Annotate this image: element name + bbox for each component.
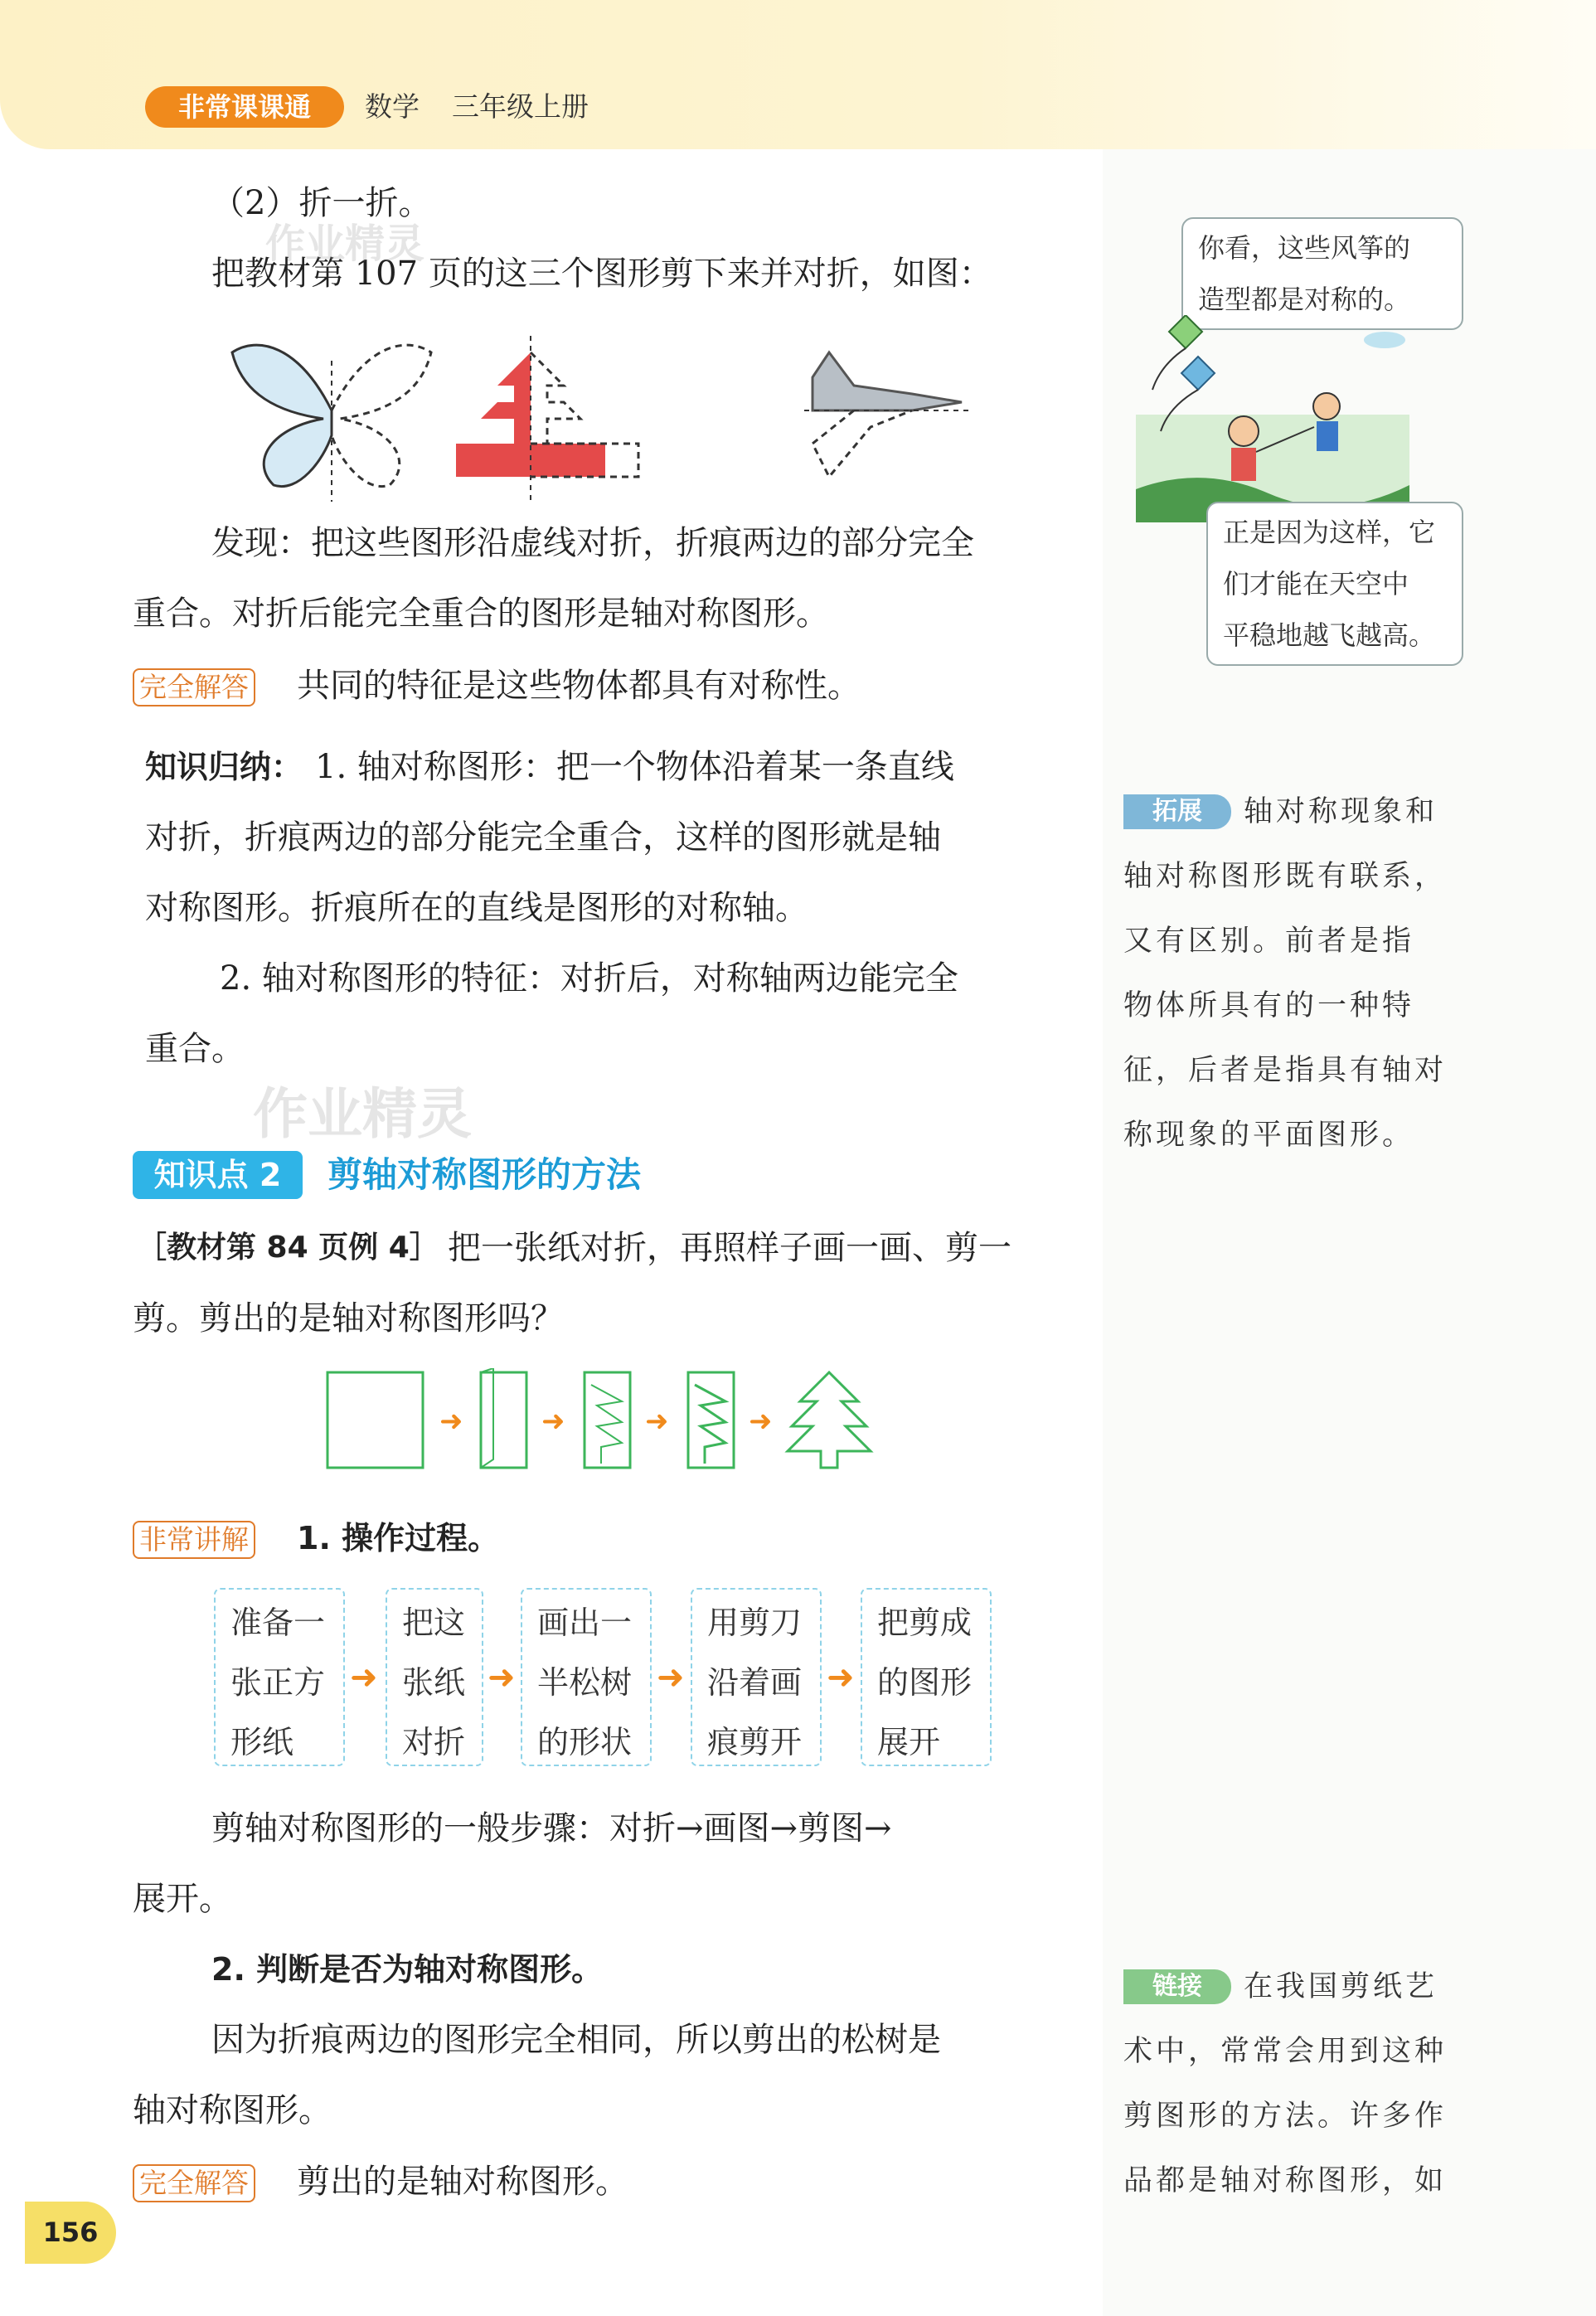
summary-line5: 重合。 — [145, 1030, 245, 1068]
step-box-4: 用剪刀 沿着画 痕剪开 — [691, 1588, 822, 1766]
step-arrow-icon: ➜ — [657, 1658, 685, 1697]
svg-text:➜: ➜ — [541, 1405, 565, 1438]
explain-answer-text: 剪出的是轴对称图形。 — [297, 2163, 628, 2201]
fold-answer-text: 共同的特征是这些物体都具有对称性。 — [297, 667, 861, 705]
step2-title: 2. 判断是否为轴对称图形。 — [211, 1951, 604, 1988]
answer-tag: 完全解答 — [133, 2164, 255, 2202]
extend-line-2: 轴对称图形既有联系， — [1123, 860, 1448, 893]
drawn-half-tree — [585, 1372, 630, 1468]
subject-label: 数学 — [365, 90, 420, 123]
general-steps-line2: 展开。 — [133, 1880, 232, 1918]
folded-figures-illustration — [224, 328, 1070, 502]
step-box-1: 准备一 张正方 形纸 — [214, 1588, 345, 1766]
cut-half-tree — [688, 1372, 734, 1468]
step-arrow-icon: ➜ — [350, 1658, 378, 1697]
speech-bubble-top: 你看，这些风筝的 造型都是对称的。 — [1181, 217, 1463, 330]
example-ref: ［教材第 84 页例 4］ — [137, 1231, 439, 1265]
extend-line-6: 称现象的平面图形。 — [1123, 1119, 1415, 1152]
judge-line2: 轴对称图形。 — [133, 2091, 332, 2129]
brand-badge: 非常课课通 — [145, 86, 344, 128]
extend-line-1: 轴对称现象和 — [1244, 795, 1438, 828]
plane-figure — [804, 352, 970, 477]
knowledge-point-badge: 知识点 2 — [133, 1151, 303, 1199]
step-arrow-icon: ➜ — [827, 1658, 855, 1697]
unfolded-pine-tree — [788, 1372, 871, 1468]
link-badge: 链接 — [1123, 1969, 1231, 2004]
summary-label: 知识归纳： — [145, 749, 303, 785]
extend-line-4: 物体所具有的一种特 — [1123, 989, 1415, 1022]
step-box-2: 把这 张纸 对折 — [386, 1588, 483, 1766]
extend-line-3: 又有区别。前者是指 — [1123, 925, 1415, 958]
link-line-4: 品都是轴对称图形，如 — [1123, 2164, 1448, 2197]
example-text-line1: 把一张纸对折，再照样子画一画、剪一 — [448, 1229, 1011, 1267]
example-text-line2: 剪。剪出的是轴对称图形吗？ — [133, 1299, 564, 1338]
page-number: 156 — [25, 2202, 116, 2264]
summary-line4: 2. 轴对称图形的特征：对折后，对称轴两边能完全 — [220, 959, 958, 998]
knowledge-point-title: 剪轴对称图形的方法 — [327, 1154, 642, 1195]
summary-line2: 对折，折痕两边的部分能完全重合，这样的图形就是轴 — [145, 818, 941, 857]
summary-line3: 对称图形。折痕所在的直线是图形的对称轴。 — [145, 889, 808, 927]
grade-label: 三年级上册 — [452, 90, 589, 123]
svg-text:➜: ➜ — [439, 1405, 463, 1438]
watermark-top: 作业精灵 — [265, 221, 425, 267]
answer-tag: 完全解答 — [133, 668, 255, 706]
step-arrow-icon: ➜ — [488, 1658, 516, 1697]
svg-text:➜: ➜ — [645, 1405, 669, 1438]
extend-line-5: 征，后者是指具有轴对 — [1123, 1054, 1448, 1087]
explain-tag: 非常讲解 — [133, 1521, 255, 1559]
kite-flying-illustration — [1136, 315, 1418, 522]
step-box-5: 把剪成 的图形 展开 — [861, 1588, 992, 1766]
fold-title: （2）折一折。 — [211, 184, 432, 222]
general-steps-line1: 剪轴对称图形的一般步骤：对折→画图→剪图→ — [211, 1809, 892, 1847]
step-box-3: 画出一 半松树 的形状 — [521, 1588, 652, 1766]
speech-bubble-bottom: 正是因为这样，它 们才能在天空中 平稳地越飞越高。 — [1206, 502, 1463, 666]
square-paper — [327, 1372, 423, 1468]
summary-line1: 1. 轴对称图形：把一个物体沿着某一条直线 — [315, 748, 954, 786]
temple-figure — [456, 336, 638, 502]
step1-title: 1. 操作过程。 — [297, 1520, 500, 1556]
link-line-1: 在我国剪纸艺 — [1244, 1970, 1438, 2003]
link-line-2: 术中，常常会用到这种 — [1123, 2035, 1448, 2068]
extend-badge: 拓展 — [1123, 794, 1231, 829]
judge-line1: 因为折痕两边的图形完全相同，所以剪出的松树是 — [211, 2021, 941, 2059]
fold-instruction: 把教材第 107 页的这三个图形剪下来并对折，如图： — [211, 255, 992, 293]
watermark: 作业精灵 — [253, 1082, 472, 1146]
folded-paper — [481, 1368, 526, 1468]
butterfly-figure — [232, 345, 431, 502]
link-line-3: 剪图形的方法。许多作 — [1123, 2100, 1448, 2133]
svg-text:➜: ➜ — [749, 1405, 773, 1438]
finding-line1: 发现：把这些图形沿虚线对折，折痕两边的部分完全 — [211, 524, 974, 562]
finding-line2: 重合。对折后能完全重合的图形是轴对称图形。 — [133, 595, 829, 633]
paper-cutting-sequence — [319, 1368, 883, 1476]
